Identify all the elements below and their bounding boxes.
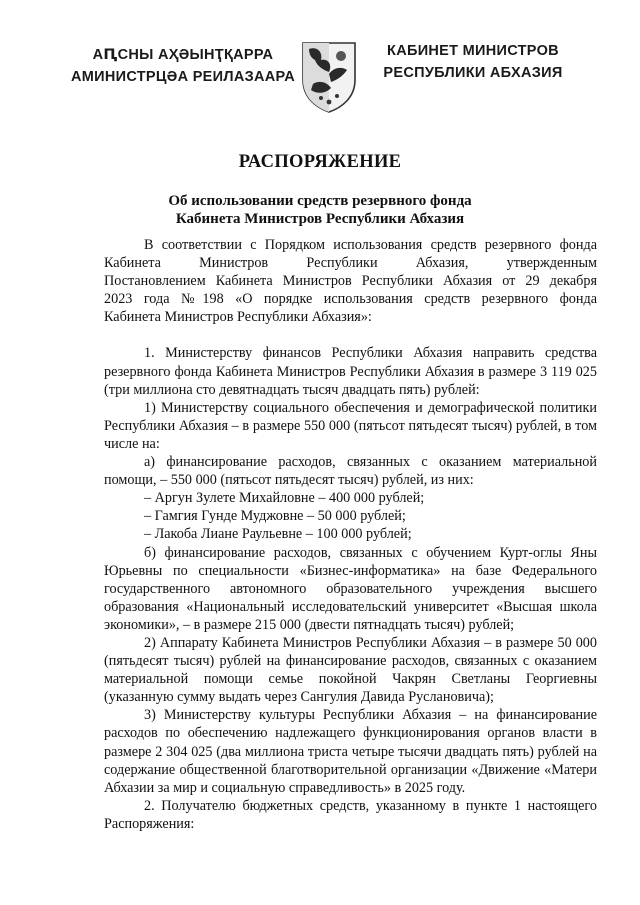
preamble-line2: Кабинета Министров Республики Абхазия, утвержденным xyxy=(104,255,597,272)
item-1-2: 2) Аппарату Кабинета Министров Республики Абхазия – в размере 50 000 (пятьдесят тысяч) рублей на финансирование расходов, связанных с оказанием материальной помощи семье покойной Чакрян Светланы Георгиевны (указанную сумму выдать через Сангулия Давида Руслановича); xyxy=(104,634,597,706)
item-2: 2. Получателю бюджетных средств, указанному в пункте 1 настоящего Распоряжения: xyxy=(104,797,597,832)
item-1-3: 3) Министерству культуры Республики Абхазия – на финансирование расходов по обеспечению надлежащего функционирования органов власти в размере 2 304 025 (два миллиона триста четыре тысячи двадцать пять) рублей на содержание общественной благотворительной организации «Движение «Матери Абхазии за мир и социальную справедливость» в 2025 году. xyxy=(104,707,597,796)
preamble-line3: Постановлением Кабинета Министров Республики Абхазия от 29 декабря xyxy=(104,273,597,290)
subject-line1: Об использовании средств резервного фонда xyxy=(168,193,472,209)
preamble-line5: Кабинета Министров Республики Абхазия»: xyxy=(104,309,372,326)
recipient-2: – Гамгия Гунде Муджовне – 50 000 рублей; xyxy=(144,508,406,525)
coat-of-arms-icon xyxy=(299,40,359,114)
header-abkhaz xyxy=(68,44,298,88)
preamble-line4: 2023 года №198 «О порядке использования средств резервного фонда xyxy=(104,291,597,308)
header-russian-line1: КАБИНЕТ МИНИСТРОВ xyxy=(387,43,559,59)
preamble-paragraph xyxy=(104,236,597,326)
header-abkhaz-line2: АМИНИСТРЦӘА РЕИЛАЗААРА xyxy=(70,69,296,85)
item-1-1: 1) Министерству социального обеспечения и демографической политики Республики Абхазия – в размере 550 000 (пятьсот пятьдесят тысяч) рублей, в том числе на: xyxy=(104,399,597,452)
item-1-1-a: а) финансирование расходов, связанных с оказанием материальной помощи, – 550 000 (пятьсот пятьдесят тысяч) рублей, из них: xyxy=(104,454,597,489)
item-1-1-b: б) финансирование расходов, связанных с обучением Курт-оглы Яны Юрьевны по специальности «Бизнес-информатика» на базе Федерального государственного автономного образовательного учреждения высшего образования «Национальный исследовательский университет «Высшая школа экономики», – в размере 215 000 (двести пятнадцать тысяч) рублей; xyxy=(104,544,597,633)
document-subject xyxy=(0,192,640,228)
recipient-3: – Лакоба Лиане Раульевне – 100 000 рублей; xyxy=(144,526,412,543)
header-abkhaz-line1: АԤСНЫ АҲӘЫНҬҚАРРА xyxy=(92,47,274,63)
document-body xyxy=(104,236,597,833)
item-1: 1. Министерству финансов Республики Абхазия направить средства резервного фонда Кабинета Министров Республики Абхазия в размере 3 119 025 (три миллиона сто девятнадцать тысяч двадцать пять) рублей: xyxy=(104,345,597,398)
recipient-1: – Аргун Зулете Михайловне – 400 000 рублей; xyxy=(144,490,425,507)
header-russian xyxy=(368,40,578,84)
document-title: РАСПОРЯЖЕНИЕ xyxy=(238,152,402,172)
subject-line2: Кабинета Министров Республики Абхазия xyxy=(175,211,465,227)
preamble-line1: В соответствии с Порядком использования средств резервного фонда xyxy=(144,237,597,253)
header-russian-line2: РЕСПУБЛИКИ АБХАЗИЯ xyxy=(383,65,563,81)
